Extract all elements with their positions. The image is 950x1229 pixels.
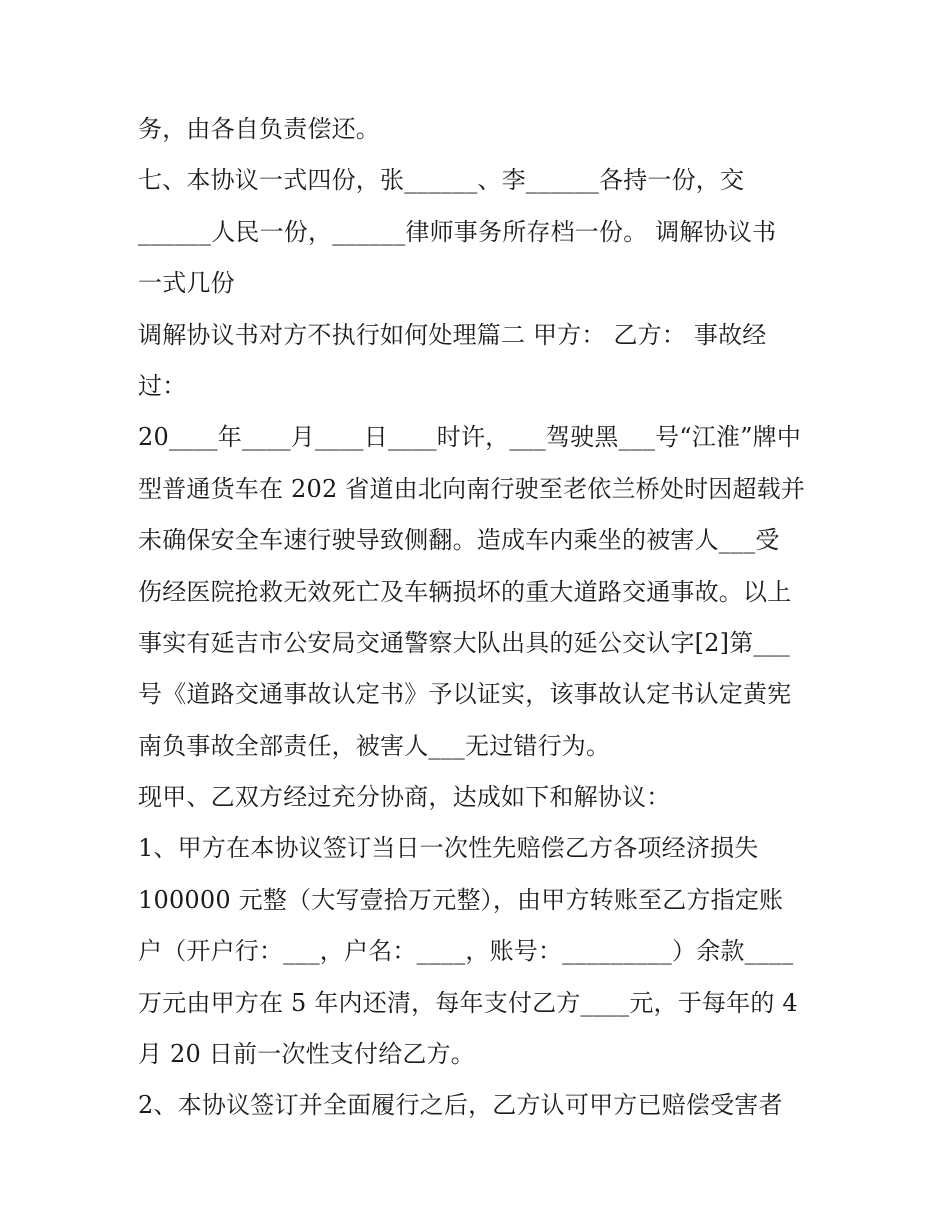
clause-line: 1、甲方在本协议签订当日一次性先赔偿乙方各项经济损失	[138, 834, 759, 863]
text-line: 伤经医院抢救无效死亡及车辆损坏的重大道路交通事故。以上	[138, 577, 792, 606]
clause-line: 2、本协议签订并全面履行之后，乙方认可甲方已赔偿受害者	[138, 1091, 783, 1120]
text-line: 万元由甲方在 5 年内还清，每年支付乙方____元，于每年的 4	[138, 988, 798, 1017]
text-line: 过：	[138, 371, 187, 400]
text-line: 户（开户行：___，户名：____，账号：_________）余款____	[138, 937, 794, 966]
document-body	[138, 104, 818, 1132]
text-line: 事实有延吉市公安局交通警察大队出具的延公交认字[2]第___	[138, 628, 790, 657]
text-line: 南负事故全部责任，被害人___无过错行为。	[138, 731, 611, 760]
text-line: 型普通货车在 202 省道由北向南行驶至老依兰桥处时因超载并	[138, 474, 806, 503]
text-line: 现甲、乙双方经过充分协商，达成如下和解协议：	[138, 783, 671, 812]
text-line: ______人民一份，______律师事务所存档一份。 调解协议书	[138, 217, 777, 246]
text-line: 20____年____月____日____时许，___驾驶黑___号“江淮”牌中	[138, 423, 802, 452]
section-heading-line: 调解协议书对方不执行如何处理篇二 甲方： 乙方： 事故经	[138, 320, 767, 349]
text-line: 月 20 日前一次性支付给乙方。	[138, 1040, 475, 1069]
text-line: 务，由各自负责偿还。	[138, 115, 380, 143]
text-line: 100000 元整（大写壹拾万元整），由甲方转账至乙方指定账	[138, 885, 784, 914]
text-line: 一式几份	[138, 269, 235, 298]
text-line: 号《道路交通事故认定书》予以证实，该事故认定书认定黄宪	[138, 680, 792, 709]
text-line: 未确保安全车速行驶导致侧翻。造成车内乘坐的被害人___受	[138, 526, 780, 555]
text-line: 七、本协议一式四份，张______、李______各持一份，交	[138, 166, 745, 195]
